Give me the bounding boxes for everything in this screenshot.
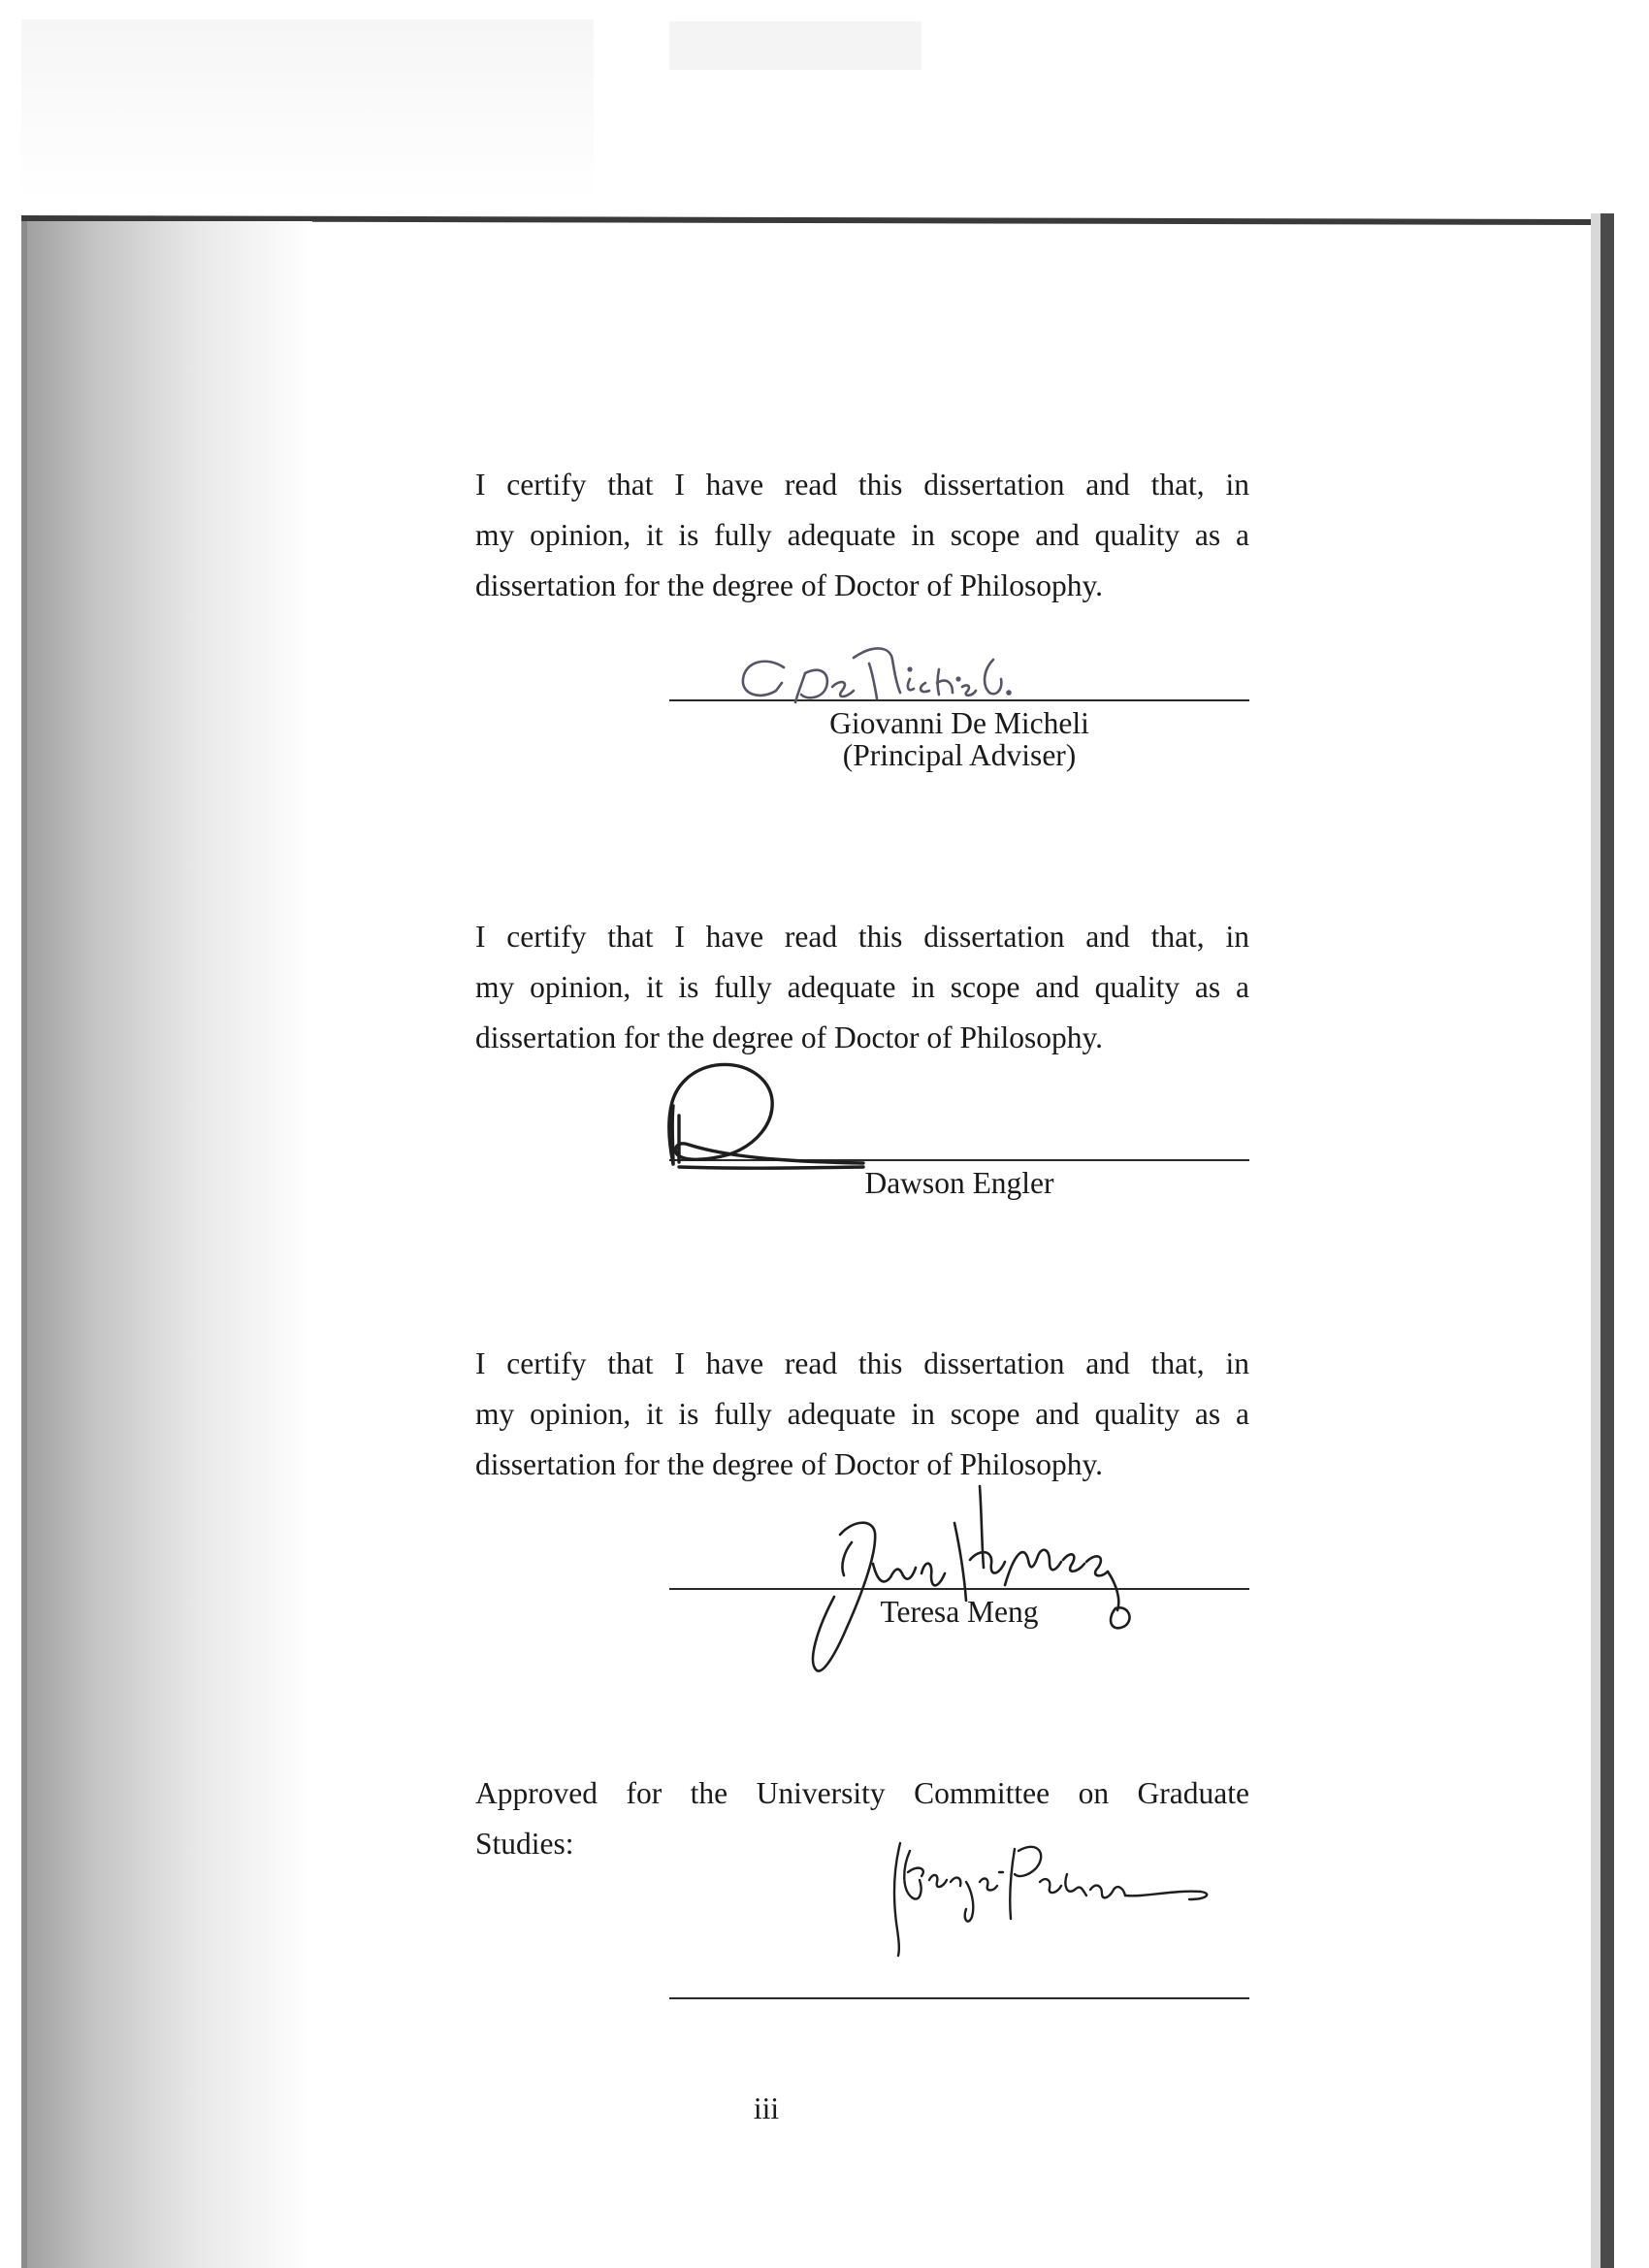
signature-line-approval <box>669 1997 1249 1999</box>
statement-line: I certify that I have read this dissertation and that, in <box>475 920 1249 954</box>
signer-name-2: Dawson Engler <box>864 1166 1054 1200</box>
page-number: iii <box>753 2091 780 2125</box>
certification-statement-3 <box>475 1339 1249 1490</box>
statement-line: dissertation for the degree of Doctor of Philosophy. <box>475 568 1104 602</box>
signature-line-1 <box>669 699 1249 701</box>
statement-line: my opinion, it is fully adequate in scope and quality as a <box>475 1397 1249 1431</box>
statement-line: Studies: <box>475 1827 574 1861</box>
statement-line: dissertation for the degree of Doctor of Philosophy. <box>475 1447 1104 1481</box>
statement-line: my opinion, it is fully adequate in scope and quality as a <box>475 970 1249 1004</box>
statement-line: Approved for the University Committee on Graduate <box>475 1776 1249 1810</box>
certification-statement-1 <box>475 460 1249 611</box>
signer-role-1: (Principal Adviser) <box>842 738 1077 772</box>
signature-line-3 <box>669 1588 1249 1590</box>
statement-line: I certify that I have read this dissertation and that, in <box>475 468 1249 502</box>
approval-statement <box>475 1768 1249 1869</box>
statement-line: dissertation for the degree of Doctor of Philosophy. <box>475 1021 1104 1054</box>
statement-line: my opinion, it is fully adequate in scope and quality as a <box>475 518 1249 552</box>
signer-name-3: Teresa Meng <box>880 1595 1039 1629</box>
statement-line: I certify that I have read this dissertation and that, in <box>475 1346 1249 1380</box>
signer-name-1: Giovanni De Micheli <box>829 706 1089 740</box>
signature-line-2 <box>669 1159 1249 1161</box>
certification-statement-2 <box>475 912 1249 1063</box>
